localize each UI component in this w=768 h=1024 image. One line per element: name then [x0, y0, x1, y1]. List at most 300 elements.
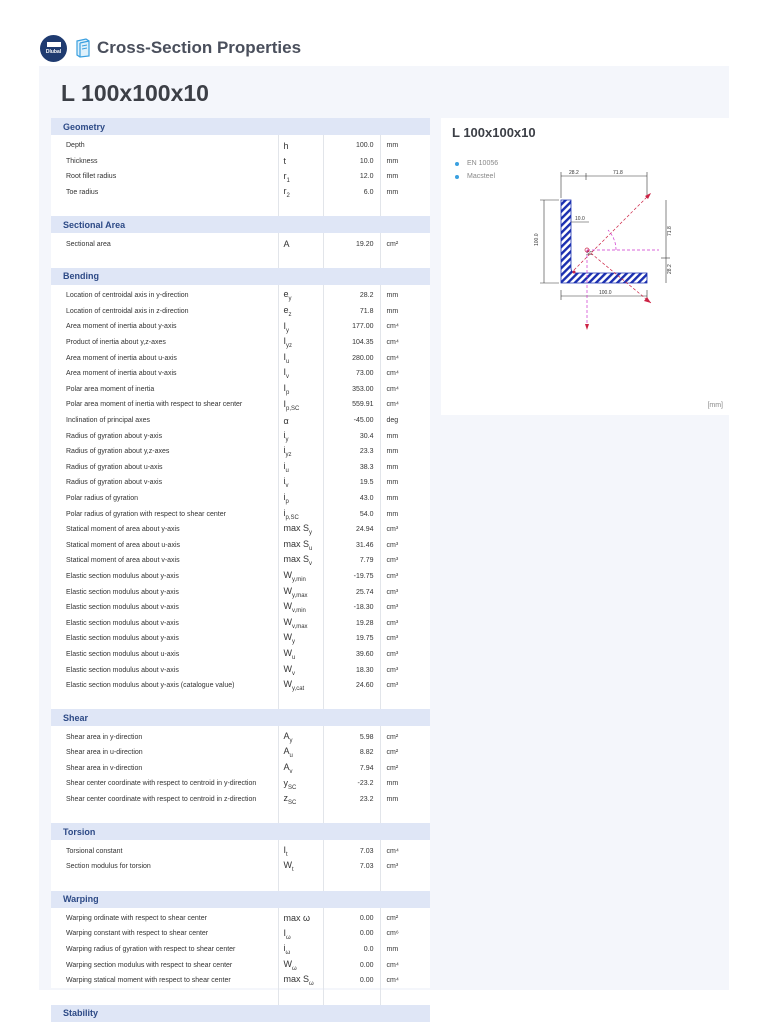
report-page — [39, 66, 729, 1019]
symbol-subscript: v — [289, 768, 293, 775]
property-description: Shear area in y-direction — [51, 729, 278, 745]
property-unit: cm³ — [386, 635, 399, 643]
property-description: Warping constant with respect to shear center — [51, 926, 278, 942]
property-description: Radius of gyration about y,z-axes — [51, 444, 278, 460]
property-description: Polar area moment of inertia — [51, 382, 278, 398]
symbol-subscript: p — [285, 498, 289, 505]
property-symbol — [278, 428, 323, 444]
table-row — [51, 169, 430, 185]
property-symbol — [278, 569, 323, 585]
symbol-main: W — [283, 601, 292, 612]
property-description: Root fillet radius — [51, 169, 278, 185]
symbol-subscript: t — [292, 867, 294, 874]
symbol-main: e — [283, 289, 289, 300]
symbol-main: t — [283, 156, 287, 167]
table-row — [51, 776, 430, 792]
property-description: Warping ordinate with respect to shear center — [51, 911, 278, 927]
property-value: 177.00 — [323, 319, 380, 335]
table-row — [51, 236, 430, 252]
property-symbol — [278, 522, 323, 538]
property-value: 38.3 — [323, 460, 380, 476]
property-symbol — [278, 288, 323, 304]
dim-label: 100.0 — [534, 233, 540, 246]
property-value: 54.0 — [323, 506, 380, 522]
section-header: Stability — [51, 1005, 430, 1022]
standard-label: EN 10056 — [467, 160, 499, 167]
table-row — [51, 537, 430, 553]
property-unit: cm² — [386, 764, 399, 772]
property-symbol — [278, 506, 323, 522]
symbol-main: i — [283, 460, 286, 471]
symbol-main: W — [283, 616, 292, 627]
table-row — [51, 600, 430, 616]
property-value: 12.0 — [323, 169, 380, 185]
symbol-main: A — [283, 746, 290, 757]
property-description: Shear area in u-direction — [51, 745, 278, 761]
section-header: Geometry — [51, 118, 430, 135]
property-description: Polar radius of gyration with respect to shear center — [51, 506, 278, 522]
property-unit: cm⁴ — [386, 354, 399, 362]
property-unit: mm — [386, 479, 399, 487]
table-row — [51, 678, 430, 694]
section-header: Bending — [51, 268, 430, 285]
property-symbol — [278, 859, 323, 875]
property-symbol — [278, 973, 323, 989]
property-unit: mm — [386, 494, 399, 502]
property-value: -19.75 — [323, 569, 380, 585]
table-row — [51, 973, 430, 989]
property-symbol — [278, 491, 323, 507]
property-unit: cm³ — [386, 526, 399, 534]
table-row — [51, 304, 430, 320]
section-spacer — [51, 696, 430, 709]
axis-arrows — [585, 193, 651, 330]
property-value: 10.0 — [323, 154, 380, 170]
table-row — [51, 366, 430, 382]
property-value: 73.00 — [323, 366, 380, 382]
property-value: 7.03 — [323, 859, 380, 875]
app-header — [40, 32, 301, 64]
table-row — [51, 506, 430, 522]
property-value: 23.3 — [323, 444, 380, 460]
table-row — [51, 662, 430, 678]
property-symbol — [278, 236, 323, 252]
property-unit: cm⁴ — [386, 977, 399, 985]
property-unit: cm⁴ — [386, 847, 399, 855]
symbol-subscript: v — [309, 561, 313, 568]
property-symbol — [278, 761, 323, 777]
symbol-main: i — [283, 943, 286, 954]
property-description: Depth — [51, 138, 278, 154]
shear-center-marker — [573, 271, 576, 274]
property-symbol — [278, 926, 323, 942]
property-value: 28.2 — [323, 288, 380, 304]
symbol-subscript: 1 — [286, 177, 290, 184]
property-unit: cm⁴ — [386, 401, 399, 409]
symbol-subscript: y — [292, 639, 295, 646]
symbol-subscript: ω — [285, 949, 291, 956]
symbol-main: W — [283, 958, 292, 969]
symbol-main: I — [283, 320, 287, 331]
dim-label: 28.2 — [569, 170, 579, 176]
property-unit: cm⁴ — [386, 339, 399, 347]
symbol-main: I — [283, 927, 287, 938]
property-unit: cm² — [386, 749, 399, 757]
table-row — [51, 350, 430, 366]
property-symbol — [278, 475, 323, 491]
property-symbol — [278, 776, 323, 792]
table-row — [51, 138, 430, 154]
property-unit: mm — [386, 780, 399, 788]
symbol-main: i — [283, 507, 286, 518]
symbol-main: max ω — [283, 913, 311, 924]
property-description: Section modulus for torsion — [51, 859, 278, 875]
symbol-subscript: SC — [288, 784, 297, 791]
table-row — [51, 911, 430, 927]
property-unit: mm — [386, 189, 399, 197]
preview-title: L 100x100x10 — [452, 125, 536, 140]
property-value: 0.00 — [323, 911, 380, 927]
property-unit: mm — [386, 432, 399, 440]
section-spacer — [51, 878, 430, 891]
dim-label: 28.2 — [667, 264, 673, 274]
property-symbol — [278, 366, 323, 382]
property-description: Warping radius of gyration with respect to shear center — [51, 942, 278, 958]
property-value: 0.00 — [323, 973, 380, 989]
symbol-main: I — [283, 351, 287, 362]
section-header: Warping — [51, 891, 430, 908]
symbol-main: i — [283, 445, 286, 456]
property-description: Elastic section modulus about u-axis — [51, 647, 278, 663]
property-unit: cm² — [386, 914, 399, 922]
logo-text: Dlubal — [45, 48, 62, 55]
symbol-main: W — [283, 632, 292, 643]
table-row — [51, 475, 430, 491]
symbol-main: max S — [283, 523, 310, 534]
table-row — [51, 631, 430, 647]
property-unit: mm — [386, 307, 399, 315]
property-unit: cm³ — [386, 650, 399, 658]
property-description: Toe radius — [51, 185, 278, 201]
table-row — [51, 859, 430, 875]
symbol-main: i — [283, 492, 286, 503]
symbol-subscript: y — [286, 327, 290, 334]
symbol-subscript: yz — [286, 342, 293, 349]
table-row — [51, 957, 430, 973]
property-description: Area moment of inertia about v-axis — [51, 366, 278, 382]
table-row — [51, 729, 430, 745]
section-header: Sectional Area — [51, 216, 430, 233]
symbol-main: I — [283, 382, 287, 393]
symbol-subscript: y,max — [292, 592, 308, 599]
property-unit: cm² — [386, 240, 399, 248]
symbol-main: A — [283, 730, 290, 741]
symbol-main: W — [283, 648, 292, 659]
property-unit: cm⁴ — [386, 961, 399, 969]
property-unit: mm — [386, 292, 399, 300]
property-value: 104.35 — [323, 335, 380, 351]
table-row — [51, 926, 430, 942]
property-symbol — [278, 460, 323, 476]
symbol-subscript: u — [289, 753, 293, 760]
property-value: 7.03 — [323, 843, 380, 859]
symbol-subscript: v — [292, 670, 295, 677]
property-description: Shear center coordinate with respect to centroid in y-direction — [51, 776, 278, 792]
property-description: Sectional area — [51, 236, 278, 252]
property-description: Statical moment of area about u-axis — [51, 537, 278, 553]
property-description: Radius of gyration about u-axis — [51, 460, 278, 476]
section-header-row — [51, 891, 430, 908]
property-description: Location of centroidal axis in z-direction — [51, 304, 278, 320]
property-unit: mm — [386, 463, 399, 471]
property-value: 30.4 — [323, 428, 380, 444]
symbol-subscript: ω — [292, 965, 297, 972]
symbol-subscript: v,min — [292, 608, 306, 615]
property-description: Warping statical moment with respect to shear center — [51, 973, 278, 989]
property-symbol — [278, 942, 323, 958]
symbol-subscript: 2 — [286, 192, 290, 199]
property-value: 100.0 — [323, 138, 380, 154]
property-symbol — [278, 185, 323, 201]
property-unit: cm³ — [386, 557, 399, 565]
property-symbol — [278, 537, 323, 553]
table-row — [51, 288, 430, 304]
cross-section-drawing — [441, 118, 729, 415]
section-spacer — [51, 810, 430, 823]
section-header-row — [51, 709, 430, 726]
properties-table — [51, 118, 430, 1019]
property-value: 24.60 — [323, 678, 380, 694]
property-value: 7.79 — [323, 553, 380, 569]
property-unit: cm³ — [386, 604, 399, 612]
app-title: Cross-Section Properties — [97, 38, 302, 57]
table-row — [51, 584, 430, 600]
property-symbol — [278, 350, 323, 366]
property-description: Elastic section modulus about v-axis — [51, 615, 278, 631]
property-symbol — [278, 662, 323, 678]
property-value: 0.00 — [323, 957, 380, 973]
property-symbol — [278, 911, 323, 927]
dim-label: 10.0 — [575, 216, 585, 222]
section-header: Shear — [51, 709, 430, 726]
symbol-subscript: yz — [285, 452, 292, 459]
table-row — [51, 761, 430, 777]
symbol-subscript: SC — [288, 799, 297, 806]
property-unit: cm⁶ — [386, 930, 399, 938]
symbol-subscript: ω — [286, 934, 291, 941]
property-value: 6.0 — [323, 185, 380, 201]
symbol-subscript: y — [285, 436, 289, 443]
table-row — [51, 397, 430, 413]
property-symbol — [278, 792, 323, 808]
property-symbol — [278, 397, 323, 413]
symbol-subscript: y,cat — [292, 686, 305, 692]
property-symbol — [278, 138, 323, 154]
symbol-main: y — [283, 777, 288, 788]
symbol-main: A — [283, 761, 290, 772]
property-description: Polar area moment of inertia with respect to shear center — [51, 397, 278, 413]
section-title: L 100x100x10 — [61, 80, 209, 106]
section-spacer — [51, 992, 430, 1005]
property-description: Inclination of principal axes — [51, 413, 278, 429]
property-unit: cm³ — [386, 619, 399, 627]
property-value: -23.2 — [323, 776, 380, 792]
section-header: Torsion — [51, 823, 430, 840]
property-symbol — [278, 444, 323, 460]
symbol-main: e — [283, 304, 289, 315]
symbol-main: I — [283, 367, 287, 378]
table-row — [51, 553, 430, 569]
property-description: Shear area in v-direction — [51, 761, 278, 777]
property-value: 19.75 — [323, 631, 380, 647]
symbol-subscript: y — [288, 296, 292, 303]
symbol-subscript: v — [286, 374, 290, 381]
property-unit: mm — [386, 142, 399, 150]
property-unit: cm³ — [386, 588, 399, 596]
symbol-subscript: z — [288, 311, 292, 318]
symbol-subscript: p,SC — [286, 405, 300, 412]
symbol-main: r — [283, 186, 287, 197]
symbol-subscript: y — [289, 737, 293, 744]
section-preview-panel — [441, 118, 729, 415]
symbol-subscript: y — [309, 530, 313, 537]
symbol-subscript: v — [285, 483, 289, 490]
section-header-row — [51, 216, 430, 233]
property-description: Elastic section modulus about y-axis — [51, 569, 278, 585]
property-value: 7.94 — [323, 761, 380, 777]
property-unit: mm — [386, 157, 399, 165]
symbol-main: i — [283, 429, 286, 440]
property-symbol — [278, 600, 323, 616]
table-row — [51, 792, 430, 808]
dim-label: 71.8 — [613, 170, 623, 176]
property-symbol — [278, 584, 323, 600]
principal-axes — [574, 193, 651, 303]
section-header-row — [51, 823, 430, 840]
property-description: Radius of gyration about v-axis — [51, 475, 278, 491]
property-symbol — [278, 631, 323, 647]
dim-label: 71.8 — [667, 226, 673, 236]
symbol-main: W — [283, 570, 292, 581]
property-symbol — [278, 647, 323, 663]
table-row — [51, 444, 430, 460]
property-description: Elastic section modulus about v-axis — [51, 662, 278, 678]
symbol-main: I — [283, 844, 287, 855]
property-description: Elastic section modulus about y-axis — [51, 584, 278, 600]
property-unit: cm⁴ — [386, 385, 399, 393]
dlubal-logo — [40, 35, 67, 62]
property-symbol — [278, 745, 323, 761]
table-row — [51, 647, 430, 663]
property-value: 559.91 — [323, 397, 380, 413]
units-label: [mm] — [707, 402, 723, 409]
section-spacer — [51, 255, 430, 268]
property-description: Elastic section modulus about y-axis (catalogue value) — [51, 678, 278, 694]
property-unit: cm² — [386, 733, 399, 741]
symbol-main: z — [283, 793, 288, 804]
property-value: 31.46 — [323, 537, 380, 553]
table-row — [51, 843, 430, 859]
property-description: Radius of gyration about y-axis — [51, 428, 278, 444]
property-symbol — [278, 319, 323, 335]
property-value: 23.2 — [323, 792, 380, 808]
symbol-subscript: u — [285, 467, 289, 474]
section-header-row — [51, 268, 430, 285]
property-value: 19.5 — [323, 475, 380, 491]
symbol-main: W — [283, 585, 292, 596]
symbol-main: max S — [283, 974, 310, 985]
symbol-main: h — [283, 140, 289, 151]
symbol-subscript: t — [286, 851, 288, 858]
property-value: 280.00 — [323, 350, 380, 366]
symbol-subscript: u — [292, 654, 296, 661]
property-description: Elastic section modulus about y-axis — [51, 631, 278, 647]
property-symbol — [278, 615, 323, 631]
property-description: Statical moment of area about v-axis — [51, 553, 278, 569]
symbol-main: I — [283, 398, 287, 409]
property-unit: cm³ — [386, 666, 399, 674]
property-description: Warping section modulus with respect to shear center — [51, 957, 278, 973]
symbol-main: W — [283, 860, 292, 871]
property-symbol — [278, 413, 323, 429]
property-symbol — [278, 154, 323, 170]
table-row — [51, 569, 430, 585]
property-value: 24.94 — [323, 522, 380, 538]
symbol-main: A — [283, 239, 290, 250]
symbol-main: r — [283, 170, 287, 181]
property-description: Polar radius of gyration — [51, 491, 278, 507]
property-value: 25.74 — [323, 584, 380, 600]
property-symbol — [278, 553, 323, 569]
symbol-main: W — [283, 663, 292, 674]
property-value: 18.30 — [323, 662, 380, 678]
property-unit: cm⁴ — [386, 323, 399, 331]
symbol-main: α — [283, 415, 289, 426]
property-description: Product of inertia about y,z-axes — [51, 335, 278, 351]
symbol-main: I — [283, 336, 287, 347]
property-description: Shear center coordinate with respect to centroid in z-direction — [51, 792, 278, 808]
table-row — [51, 745, 430, 761]
symbol-subscript: u — [309, 545, 313, 552]
property-value: 353.00 — [323, 382, 380, 398]
table-row — [51, 154, 430, 170]
property-value: 39.60 — [323, 647, 380, 663]
symbol-subscript: y,min — [292, 576, 306, 583]
property-unit: cm³ — [386, 863, 399, 871]
symbol-subscript: ω — [309, 981, 314, 988]
table-row — [51, 615, 430, 631]
property-value: 19.20 — [323, 236, 380, 252]
table-row — [51, 335, 430, 351]
symbol-subscript: u — [286, 358, 290, 365]
property-unit: mm — [386, 946, 399, 954]
property-symbol — [278, 843, 323, 859]
property-value: 5.98 — [323, 729, 380, 745]
property-symbol — [278, 678, 323, 694]
property-description: Location of centroidal axis in y-direction — [51, 288, 278, 304]
section-header-row — [51, 1005, 430, 1022]
symbol-subscript: v,max — [292, 623, 308, 630]
property-unit: deg — [386, 417, 399, 425]
property-value: -18.30 — [323, 600, 380, 616]
property-description: Thickness — [51, 154, 278, 170]
property-unit: cm⁴ — [386, 370, 399, 378]
property-unit: cm³ — [386, 682, 399, 690]
section-header-row — [51, 118, 430, 135]
table-row — [51, 460, 430, 476]
table-row — [51, 413, 430, 429]
property-unit: cm³ — [386, 541, 399, 549]
